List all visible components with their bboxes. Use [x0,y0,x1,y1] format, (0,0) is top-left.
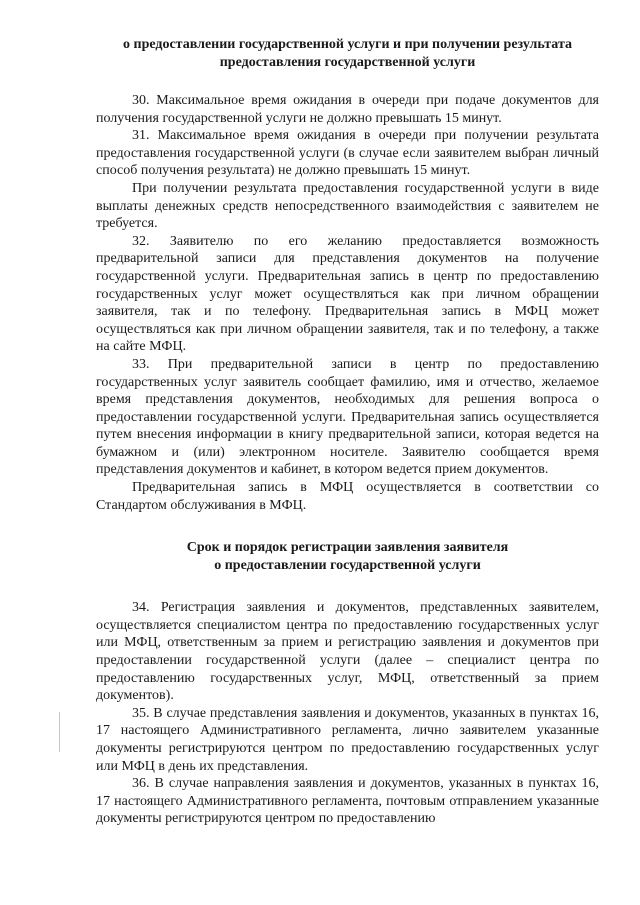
heading-line: Срок и порядок регистрации заявления заявителя [186,540,509,556]
paragraph-33-note: Предварительная запись в МФЦ осуществляется в соответствии со Стандартом обслуживания в МФЦ. [96,480,599,513]
paragraph-33: 33. При предварительной записи в центр по предоставлению государственных услуг заявитель сообщает фамилию, имя и отчество, желаемое время представления документов, необходимых для решения вопроса о предоставлении государственной услуги. Предварительная запись осуществляется путем внесения информации в книгу предварительной записи, которая ведется на бумажном и (или) электронном носителе. Заявителю сообщается время представления документов и кабинет, в котором ведется прием документов. [96,356,599,478]
section-heading-queue [96,36,599,72]
heading-line: о предоставлении государственной услуги и при получении результата [123,37,572,52]
heading-line: о предоставлении государственной услуги [214,558,481,574]
paragraph-31: 31. Максимальное время ожидания в очереди при получении результата предоставления государственной услуги (в случае если заявителем выбран личный способ получения результата) не должно превышать 15 минут. [96,128,599,179]
scan-margin-mark [59,712,60,752]
paragraph-34: 34. Регистрация заявления и документов, представленных заявителем, осуществляется специалистом центра по предоставлению государственных услуг или МФЦ, ответственным за прием и регистрацию заявления и документов при предоставлении государственной услуги (далее – специалист центра по предоставлению государственных услуг, МФЦ, ответственный за прием документов). [96,600,599,704]
section-heading-registration [96,539,599,575]
paragraph-31-note: При получении результата предоставления государственной услуги в виде выплаты денежных средств непосредственного взаимодействия с заявителем не требуется. [96,180,599,232]
paragraph-32: 32. Заявителю по его желанию предоставляется возможность предварительной записи для представления документов на получение государственной услуги. Предварительная запись в центр по предоставлению государственных услуг может осуществляться как при личном обращении заявителя, так и по телефону. Предварительная запись в МФЦ может осуществляться как при личном обращении заявителя, так и по телефону, а также на сайте МФЦ. [96,233,599,355]
heading-line: предоставления государственной услуги [219,55,476,70]
paragraph-36: 36. В случае направления заявления и документов, указанных в пунктах 16, 17 настоящего Административного регламента, почтовым отправлением указанные документы регистрируются центром по предоставлению [96,776,599,827]
document-body [96,36,599,828]
paragraph-30: 30. Максимальное время ожидания в очереди при подаче документов для получения государственной услуги не должно превышать 15 минут. [96,93,599,126]
paragraph-35: 35. В случае представления заявления и документов, указанных в пунктах 16, 17 настоящего Административного регламента, лично заявителем указанные документы регистрируются центром по предоставлению государственных услуг или МФЦ в день их представления. [96,705,599,774]
